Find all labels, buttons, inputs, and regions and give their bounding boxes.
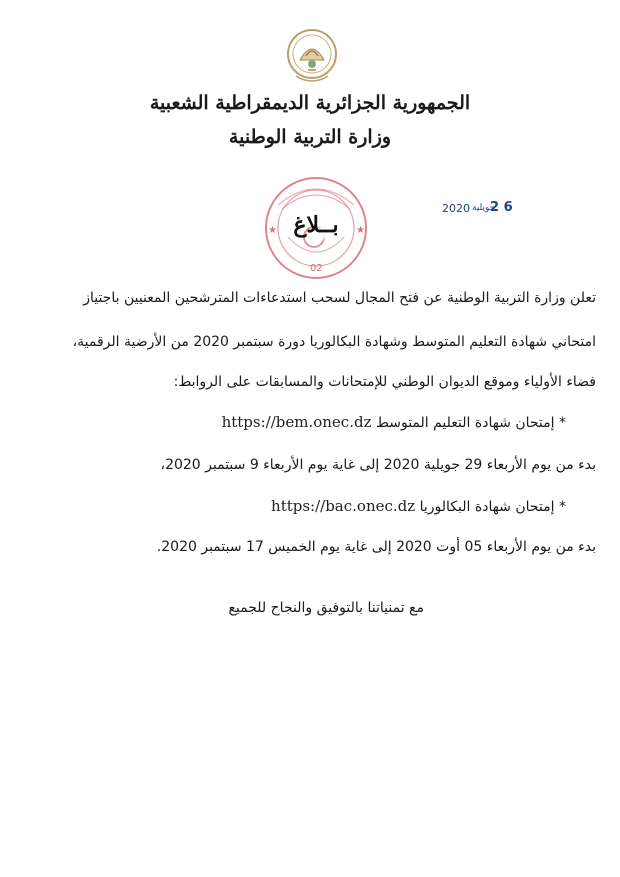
date-stamp bbox=[438, 200, 513, 218]
bem-link[interactable]: https://bem.onec.dz bbox=[221, 413, 372, 431]
communique-title: بــلاغ bbox=[293, 212, 339, 238]
body-line-1: تعلن وزارة التربية الوطنية عن فتح المجال لسحب استدعاءات المترشحين المعنيين باجتياز bbox=[83, 290, 596, 306]
date-month: جويلية bbox=[472, 203, 496, 213]
bac-exam-label: * إمتحان شهادة البكالوريا bbox=[419, 499, 566, 515]
date-year: 2020 bbox=[442, 202, 470, 215]
svg-text:★: ★ bbox=[268, 225, 277, 236]
bac-period: بدء من يوم الأربعاء 05 أوت 2020 إلى غاية يوم الخميس 17 سبتمبر 2020. bbox=[156, 539, 596, 555]
body-line-3: فضاء الأولياء وموقع الديوان الوطني للإمتحانات والمسابقات على الروابط: bbox=[173, 374, 596, 390]
body-line-2: امتحاني شهادة التعليم المتوسط وشهادة البكالوريا دورة سبتمبر 2020 من الأرضية الرقمية، bbox=[72, 334, 596, 350]
bac-exam-row bbox=[20, 496, 566, 517]
closing-line: مع تمنياتنا بالتوفيق والنجاح للجميع bbox=[228, 600, 424, 616]
algeria-emblem-icon bbox=[286, 26, 338, 86]
ministry-heading: وزارة التربية الوطنية bbox=[228, 126, 392, 148]
republic-heading: الجمهورية الجزائرية الديمقراطية الشعبية bbox=[149, 92, 471, 114]
svg-text:★: ★ bbox=[356, 225, 365, 236]
bem-exam-row bbox=[20, 412, 566, 433]
bem-period: بدء من يوم الأربعاء 29 جويلية 2020 إلى غاية يوم الأربعاء 9 سبتمبر 2020، bbox=[160, 457, 596, 473]
stamp-number: 02 bbox=[310, 263, 323, 274]
date-day: 2 6 bbox=[490, 200, 513, 215]
bem-exam-label: * إمتحان شهادة التعليم المتوسط bbox=[375, 415, 566, 431]
bac-link[interactable]: https://bac.onec.dz bbox=[271, 497, 416, 515]
